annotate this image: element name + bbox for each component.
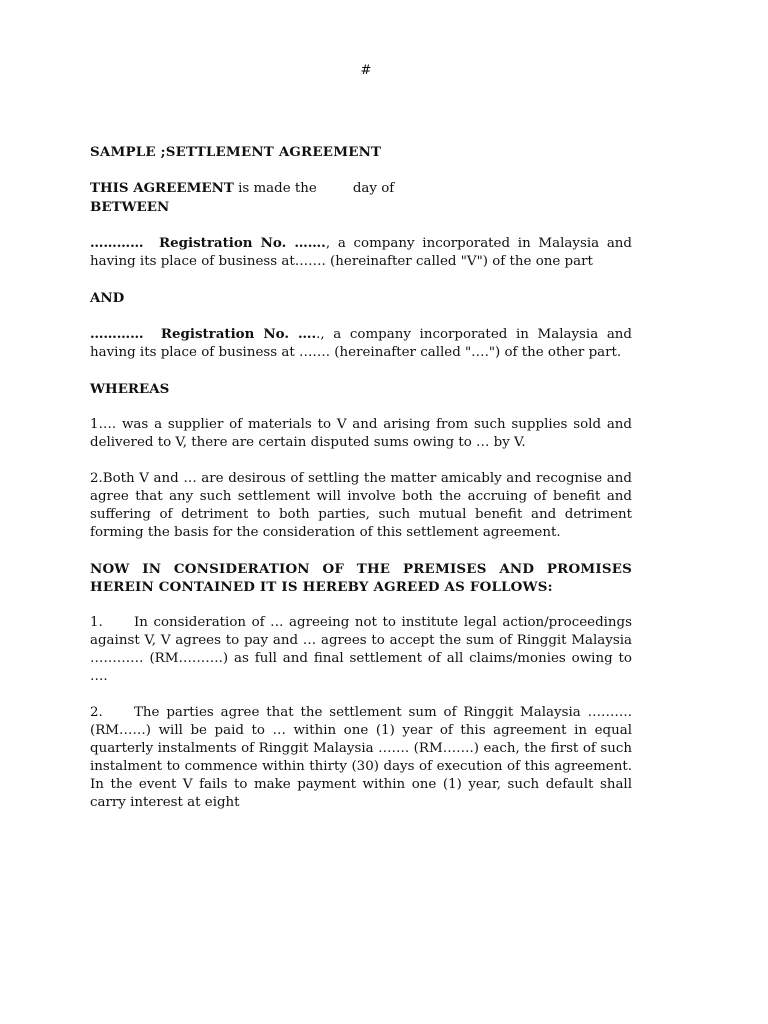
and-label: AND [90,290,125,306]
intro-lead: THIS AGREEMENT [90,180,234,196]
clause-two-text: The parties agree that the settlement sum of Ringgit Malaysia ………. (RM……) will be paid to … within one (1) year of this agreement in equal quarterly instalments of Ringgit Malaysia ……. (RM…….) each, the first of such instalment to commence within thirty (30) days of execution of this agreement. In the event V fails to make payment within one (1) year, such default shall carry interest at eight [90,705,632,810]
party-one-text: , a company incorporated in Malaysia and having its place of business at……. (hereinafter called "V") of the one part [90,236,632,269]
between-label: BETWEEN [90,199,170,215]
whereas-label: WHEREAS [90,381,170,397]
recital-one: 1…. was a supplier of materials to V and arising from such supplies sold and delivered to V, there are certain disputed sums owing to … by V. [90,417,632,450]
intro-day: day of [352,181,395,196]
party-one-dots: ………… [90,235,144,251]
recital-two: 2.Both V and … are desirous of settling the matter amicably and recognise and agree that any such settlement will involve both the accruing of benefit and suffering of detriment to both parties, such mutual benefit and detriment forming the basis for the consideration of this settlement agreement. [90,471,632,540]
clause-one [90,614,632,686]
document-body [90,143,632,812]
document-title: SAMPLE ;SETTLEMENT AGREEMENT [90,144,382,160]
agreement-intro [90,179,632,198]
now-consideration-heading: NOW IN CONSIDERATION OF THE PREMISES AND PROMISES HEREIN CONTAINED IT IS HEREBY AGREED AS FOLLOWS: [90,561,632,595]
clause-one-number: 1. [90,615,103,630]
clause-two-number: 2. [90,705,103,720]
clause-one-text: In consideration of … agreeing not to institute legal action/proceedings against V, V agrees to pay and … agrees to accept the sum of Ringgit Malaysia ………… (RM……….) as full and final settlement of all claims/monies owing to …. [90,615,632,684]
party-two-paragraph [90,325,632,362]
intro-rest: is made the [233,181,317,196]
party-two-dots: ………… [90,326,144,342]
party-one-registration: Registration No. ……. [159,235,326,251]
clause-two [90,704,632,812]
party-one-paragraph [90,234,632,271]
page-marker: # [360,63,372,78]
party-two-text: ., a company incorporated in Malaysia and having its place of business at ……. (hereinafter called "….") of the other part. [90,327,632,360]
party-two-registration: Registration No. …. [160,326,317,342]
